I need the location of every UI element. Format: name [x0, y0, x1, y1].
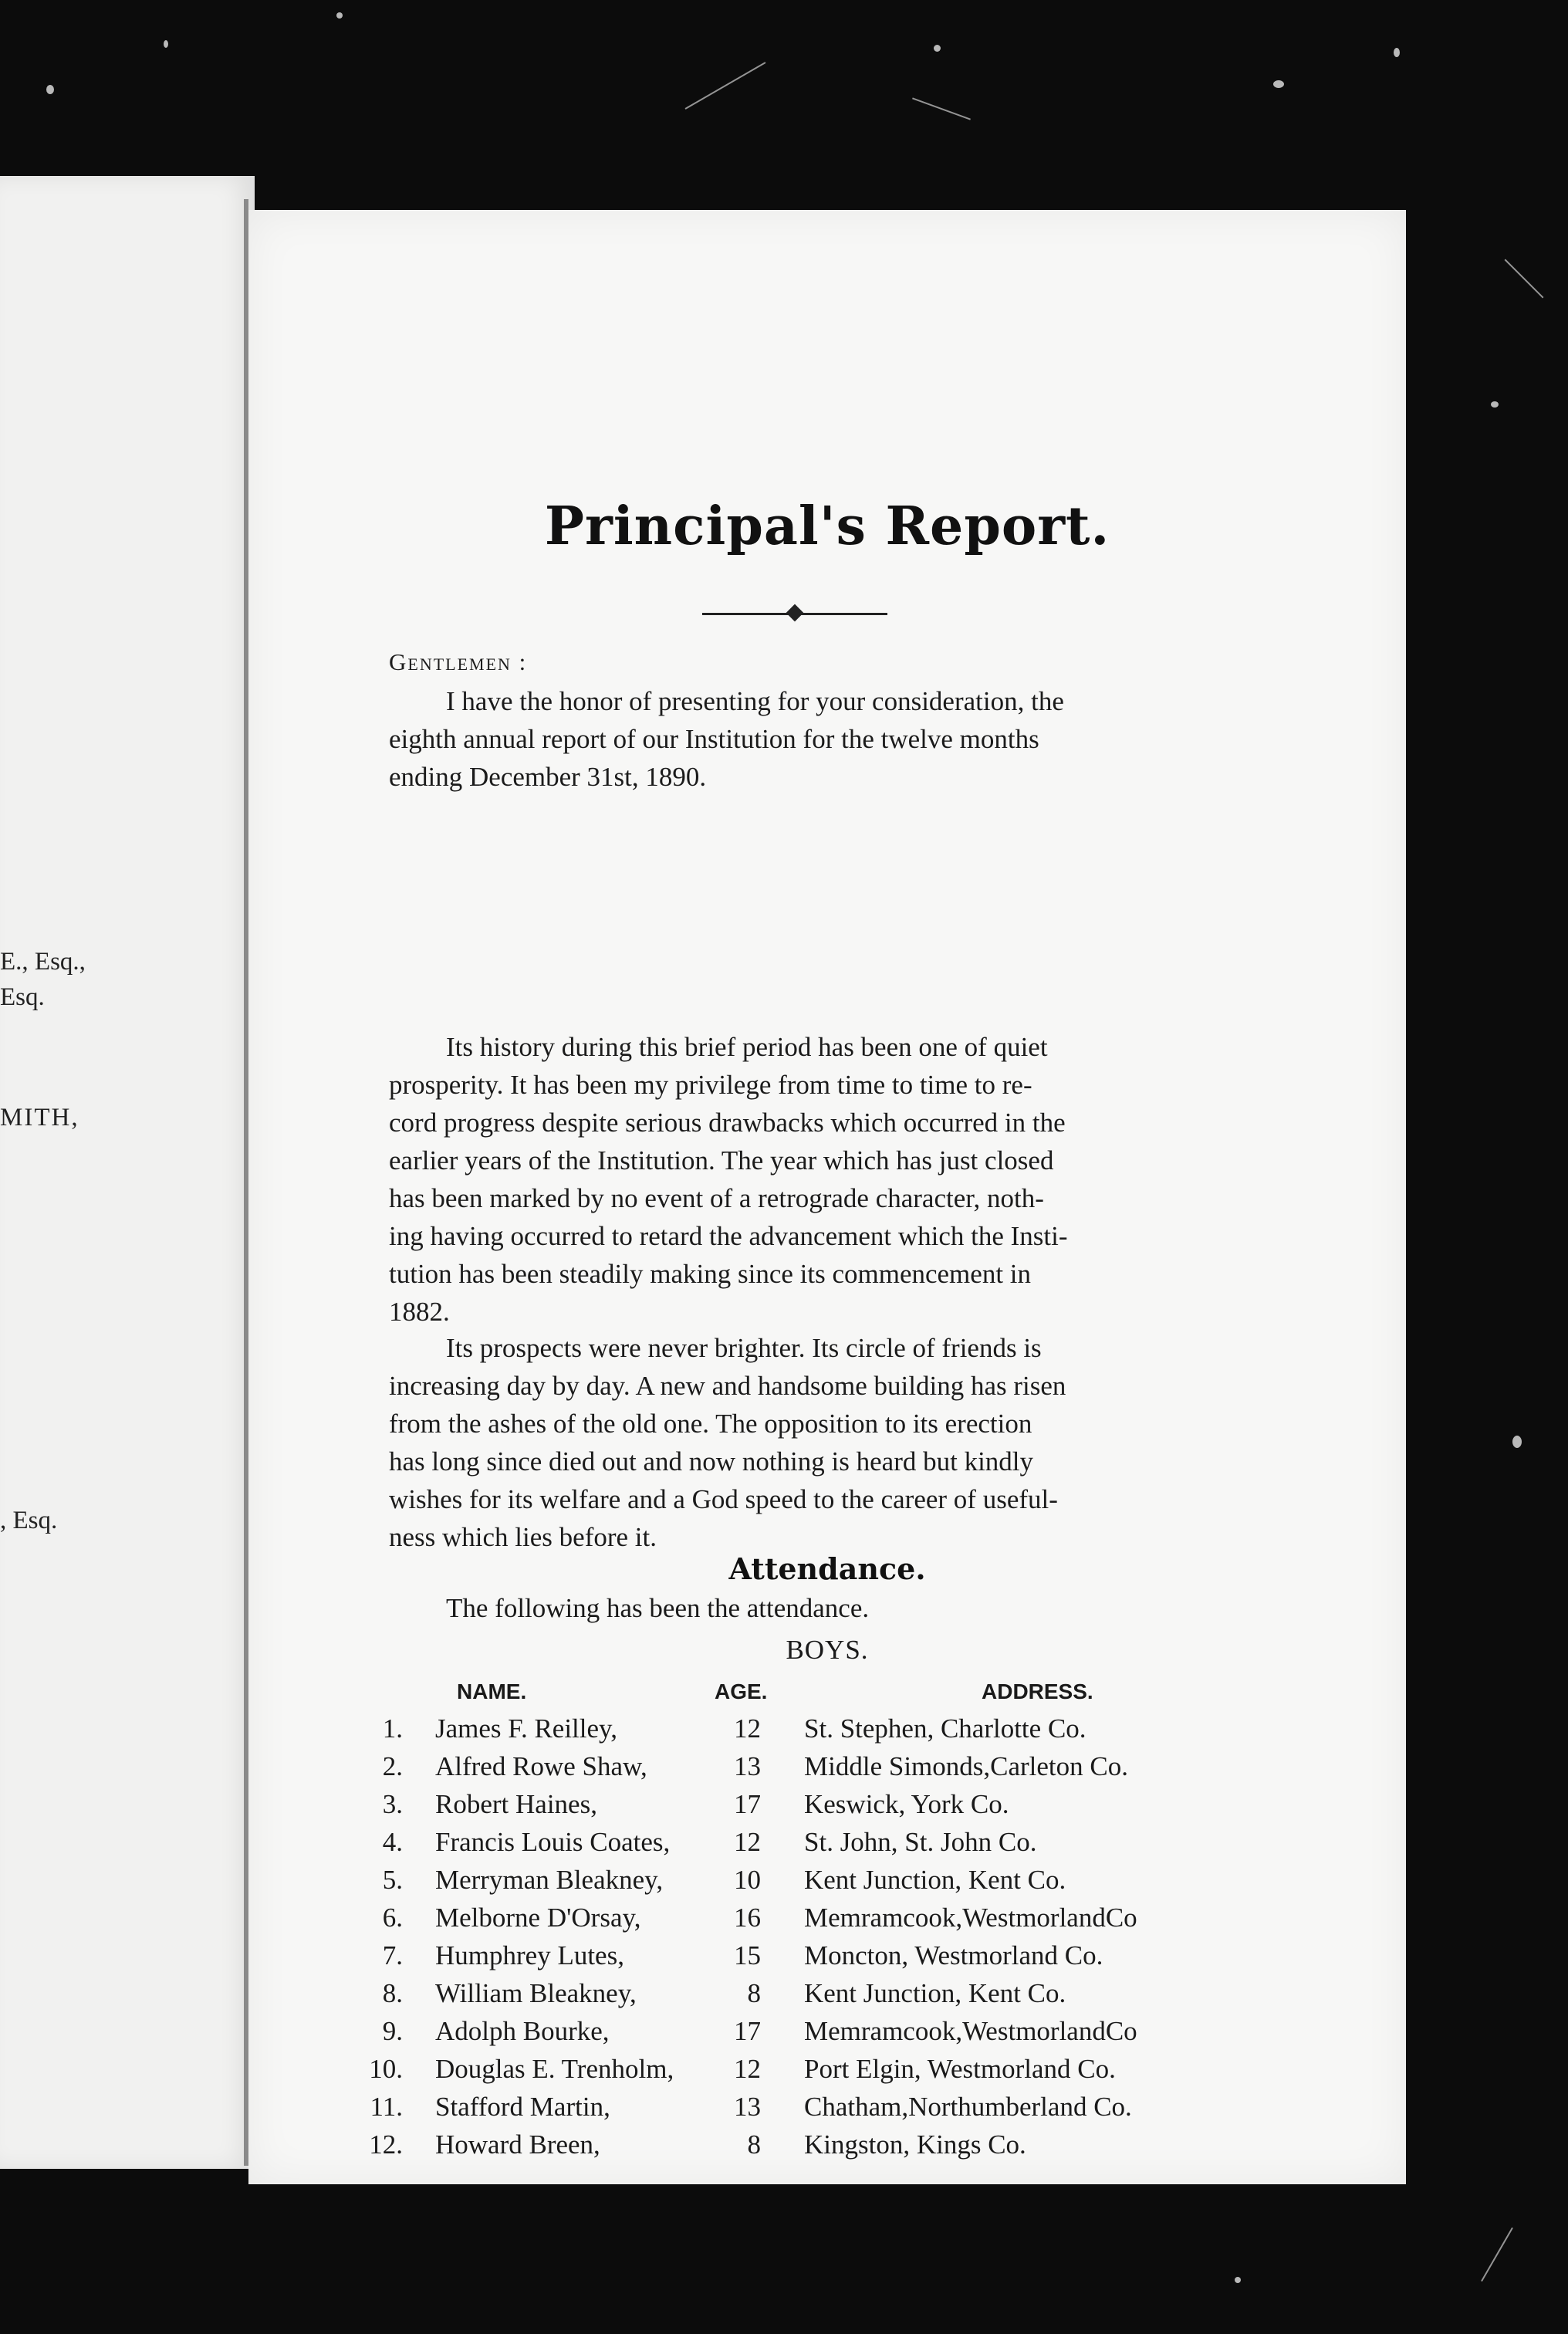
row-number: 6.	[382, 1903, 403, 1933]
table-row	[248, 1903, 1406, 1940]
row-number: 3.	[382, 1789, 403, 1819]
table-row	[248, 2016, 1406, 2054]
row-number: 5.	[382, 1865, 403, 1895]
student-address: St. Stephen, Charlotte Co.	[804, 1713, 1086, 1744]
film-speck	[1273, 80, 1284, 88]
table-row	[248, 1827, 1406, 1865]
paragraph-2	[389, 1028, 1445, 1331]
student-age: 16	[734, 1903, 761, 1933]
table-row	[248, 1713, 1406, 1751]
student-age: 17	[734, 1789, 761, 1819]
student-address: Memramcook,WestmorlandCo	[804, 1903, 1137, 1933]
left-page-fragment: , Esq.	[0, 1507, 58, 1534]
salutation: Gentlemen :	[389, 648, 528, 675]
report-page	[248, 210, 1406, 2184]
table-row	[248, 1865, 1406, 1903]
paragraph-line: tution has been steadily making since its commencement in	[389, 1259, 1032, 1289]
attendance-roster	[248, 1713, 1406, 2167]
row-number: 4.	[382, 1827, 403, 1857]
paragraph-line: I have the honor of presenting for your consideration, the	[446, 686, 1064, 716]
student-name: Francis Louis Coates,	[435, 1827, 671, 1857]
table-row	[248, 1978, 1406, 2016]
table-row	[248, 1940, 1406, 1978]
row-number: 1.	[382, 1713, 403, 1744]
table-row	[248, 1789, 1406, 1827]
row-number: 12.	[369, 2129, 403, 2160]
left-page-fragment: Esq.	[0, 983, 45, 1011]
student-name: Douglas E. Trenholm,	[435, 2054, 674, 2084]
column-header-age: AGE.	[715, 1679, 768, 1703]
left-page	[0, 176, 255, 2169]
student-name: Robert Haines,	[435, 1789, 597, 1819]
student-age: 12	[734, 1827, 761, 1857]
title-rule-ornament	[786, 604, 804, 622]
film-scratch	[912, 97, 971, 120]
row-number: 10.	[369, 2054, 403, 2084]
paragraph-line: has been marked by no event of a retrograde character, noth-	[389, 1183, 1044, 1213]
film-speck	[1491, 401, 1499, 408]
student-name: William Bleakney,	[435, 1978, 637, 2008]
student-address: Chatham,Northumberland Co.	[804, 2092, 1132, 2122]
student-address: Middle Simonds,Carleton Co.	[804, 1751, 1128, 1781]
student-name: Melborne D'Orsay,	[435, 1903, 641, 1933]
film-speck	[1235, 2277, 1241, 2283]
student-age: 15	[734, 1940, 761, 1970]
paragraph-line: Its history during this brief period has been one of quiet	[446, 1032, 1048, 1062]
paragraph-line: from the ashes of the old one. The opposition to its erection	[389, 1409, 1032, 1439]
row-number: 9.	[382, 2016, 403, 2046]
film-speck	[934, 45, 941, 52]
student-age: 17	[734, 2016, 761, 2046]
paragraph-line: Its prospects were never brighter. Its circle of friends is	[446, 1333, 1042, 1363]
student-age: 12	[734, 2054, 761, 2084]
film-speck	[164, 40, 168, 48]
student-address: Keswick, York Co.	[804, 1789, 1009, 1819]
film-scratch	[685, 62, 766, 110]
table-row	[248, 2092, 1406, 2129]
paragraph-line: 1882.	[389, 1297, 450, 1327]
paragraph-line: increasing day by day. A new and handsome building has risen	[389, 1371, 1066, 1401]
paragraph-line: has long since died out and now nothing is heard but kindly	[389, 1446, 1034, 1477]
student-address: St. John, St. John Co.	[804, 1827, 1037, 1857]
paragraph-line: ending December 31st, 1890.	[389, 762, 707, 792]
table-row	[248, 2054, 1406, 2092]
column-header-name: NAME.	[457, 1679, 527, 1703]
student-name: Adolph Bourke,	[435, 2016, 610, 2046]
film-scratch	[1481, 2227, 1513, 2282]
student-age: 12	[734, 1713, 761, 1744]
film-speck	[1394, 48, 1400, 57]
film-speck	[46, 85, 54, 94]
film-speck	[336, 12, 343, 19]
row-number: 7.	[382, 1940, 403, 1970]
row-number: 8.	[382, 1978, 403, 2008]
row-number: 2.	[382, 1751, 403, 1781]
paragraph-1	[389, 682, 1445, 796]
section-heading-attendance: Attendance.	[728, 1551, 926, 1586]
paragraph-line: ness which lies before it.	[389, 1522, 657, 1552]
student-address: Kent Junction, Kent Co.	[804, 1865, 1066, 1895]
left-page-fragment: E., Esq.,	[0, 948, 86, 976]
student-name: Stafford Martin,	[435, 2092, 610, 2122]
student-address: Moncton, Westmorland Co.	[804, 1940, 1103, 1970]
student-age: 13	[734, 1751, 761, 1781]
table-row	[248, 2129, 1406, 2167]
paragraph-line: eighth annual report of our Institution for the twelve months	[389, 724, 1039, 754]
film-scratch	[1505, 259, 1544, 299]
student-address: Memramcook,WestmorlandCo	[804, 2016, 1137, 2046]
paragraph-line: prosperity. It has been my privilege from time to time to re-	[389, 1070, 1032, 1100]
paragraph-line: cord progress despite serious drawbacks which occurred in the	[389, 1108, 1066, 1138]
student-name: James F. Reilley,	[435, 1713, 618, 1744]
student-address: Kingston, Kings Co.	[804, 2129, 1026, 2160]
page-title: Principal's Report.	[544, 496, 1110, 557]
student-age: 8	[747, 1978, 761, 2008]
student-age: 13	[734, 2092, 761, 2122]
paragraph-line: earlier years of the Institution. The year which has just closed	[389, 1145, 1054, 1175]
student-name: Merryman Bleakney,	[435, 1865, 664, 1895]
student-name: Alfred Rowe Shaw,	[435, 1751, 647, 1781]
student-name: Humphrey Lutes,	[435, 1940, 624, 1970]
column-header-address: ADDRESS.	[982, 1679, 1093, 1703]
student-address: Kent Junction, Kent Co.	[804, 1978, 1066, 2008]
left-page-fragment: MITH,	[0, 1104, 79, 1131]
row-number: 11.	[370, 2092, 403, 2122]
paragraph-line: ing having occurred to retard the advancement which the Insti-	[389, 1221, 1068, 1251]
student-age: 8	[747, 2129, 761, 2160]
film-speck	[1512, 1436, 1522, 1448]
student-address: Port Elgin, Westmorland Co.	[804, 2054, 1116, 2084]
student-name: Howard Breen,	[435, 2129, 600, 2160]
table-row	[248, 1751, 1406, 1789]
paragraph-3	[389, 1329, 1445, 1556]
paragraph-line: wishes for its welfare and a God speed to the career of useful-	[389, 1484, 1058, 1514]
attendance-intro: The following has been the attendance.	[446, 1593, 870, 1623]
group-label-boys: BOYS.	[786, 1635, 869, 1665]
student-age: 10	[734, 1865, 761, 1895]
